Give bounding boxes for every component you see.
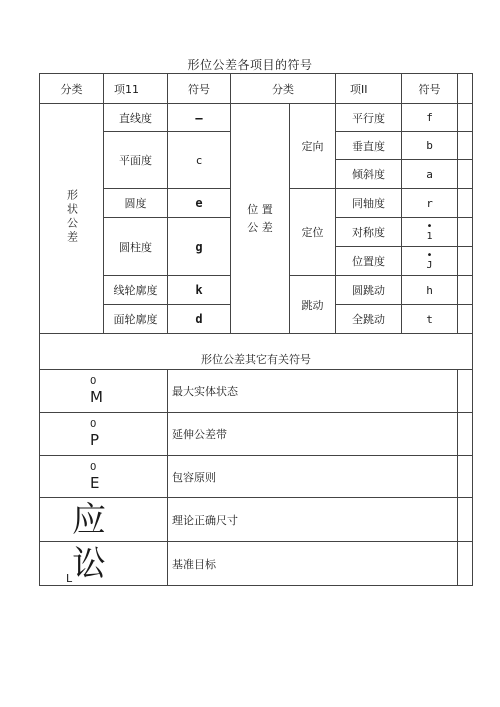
perpendicularity-symbol: b [402,132,458,160]
envelope-description: 包容原则 [168,456,458,498]
tolerance-symbols-table [39,73,473,586]
shape-item-name: 圆度 [104,189,168,218]
envelope-symbol: E [90,473,100,492]
shape-tolerance-label: 形状公差 [65,189,79,245]
envelope-symbol-sup: 0 [90,461,97,473]
projected-zone-symbol-sup: 0 [90,419,97,430]
blank-cell [458,189,473,218]
header-category-2: 分类 [231,74,336,104]
shape-item-name: 直线度 [104,104,168,132]
position-item-name: 全跳动 [336,305,402,334]
basic-dimension-description: 理论正确尺寸 [168,498,458,542]
basic-dimension-symbol-cell [40,498,168,542]
header-item-left: 项11 [104,74,168,104]
blank-cell [458,370,473,413]
cylindricity-symbol: g [168,218,231,276]
mmc-symbol: M [90,388,103,406]
roundness-symbol: e [168,189,231,218]
datum-target-symbol-cell [40,542,168,586]
position-item-name: 平行度 [336,104,402,132]
position-symbol-line: J [426,260,433,271]
true-position-symbol [402,247,458,276]
blank-cell [458,305,473,334]
envelope-symbol-cell [40,456,168,498]
shape-item-name: 面轮廓度 [104,305,168,334]
surface-profile-symbol: d [168,305,231,334]
blank-cell [458,542,473,586]
header-symbol-right: 符号 [402,74,458,104]
position-item-name: 垂直度 [336,132,402,160]
position-item-name: 位置度 [336,247,402,276]
datum-target-subscript: L [66,571,73,585]
position-tolerance-category [231,104,290,334]
shape-item-name: 平面度 [104,132,168,189]
line-profile-symbol: k [168,276,231,305]
mmc-symbol-sup: 0 [90,376,97,387]
other-symbols-title-text: 形位公差其它有关符号 [201,353,311,366]
header-item-right: 项II [336,74,402,104]
blank-cell [458,218,473,247]
header-symbol-left: 符号 [168,74,231,104]
blank-cell [458,104,473,132]
circular-runout-symbol: h [402,276,458,305]
orientation-group: 定向 [290,104,336,189]
position-item-name: 同轴度 [336,189,402,218]
symmetry-symbol-line: 1 [426,231,433,242]
header-category: 分类 [40,74,104,104]
parallelism-symbol: f [402,104,458,132]
blank-cell [458,413,473,456]
position-item-name: 对称度 [336,218,402,247]
position-item-name: 圆跳动 [336,276,402,305]
symmetry-symbol [402,218,458,247]
shape-item-name: 线轮廓度 [104,276,168,305]
straightness-symbol: — [168,104,231,132]
blank-cell [458,74,473,104]
symmetry-symbol-line: • [426,221,433,232]
shape-tolerance-category [40,104,104,334]
blank-cell [458,160,473,189]
header-row [40,74,473,104]
blank-cell [458,498,473,542]
basic-dimension-glyph: 应 [72,499,106,540]
projected-zone-description: 延伸公差带 [168,413,458,456]
datum-target-symbol [40,543,167,585]
datum-target-glyph: 讼 [72,543,106,584]
total-runout-symbol: t [402,305,458,334]
blank-cell [458,456,473,498]
concentricity-symbol: r [402,189,458,218]
position-item-name: 倾斜度 [336,160,402,189]
document-title: 形位公差各项目的符号 [187,58,313,72]
runout-group: 跳动 [290,276,336,334]
position-symbol-line: • [426,250,433,261]
mmc-description: 最大实体状态 [168,370,458,413]
projected-zone-symbol: P [90,431,100,449]
position-tolerance-label: 位 置 公 差 [247,202,273,234]
basic-dimension-symbol [40,499,167,541]
flatness-symbol: c [168,132,231,189]
angularity-symbol: a [402,160,458,189]
blank-cell [458,276,473,305]
blank-cell [458,247,473,276]
mmc-symbol-cell [40,370,168,413]
projected-zone-symbol-cell [40,413,168,456]
blank-cell [458,132,473,160]
location-group: 定位 [290,189,336,276]
shape-item-name: 圆柱度 [104,218,168,276]
other-symbols-title [40,334,473,370]
datum-target-description: 基准目标 [168,542,458,586]
